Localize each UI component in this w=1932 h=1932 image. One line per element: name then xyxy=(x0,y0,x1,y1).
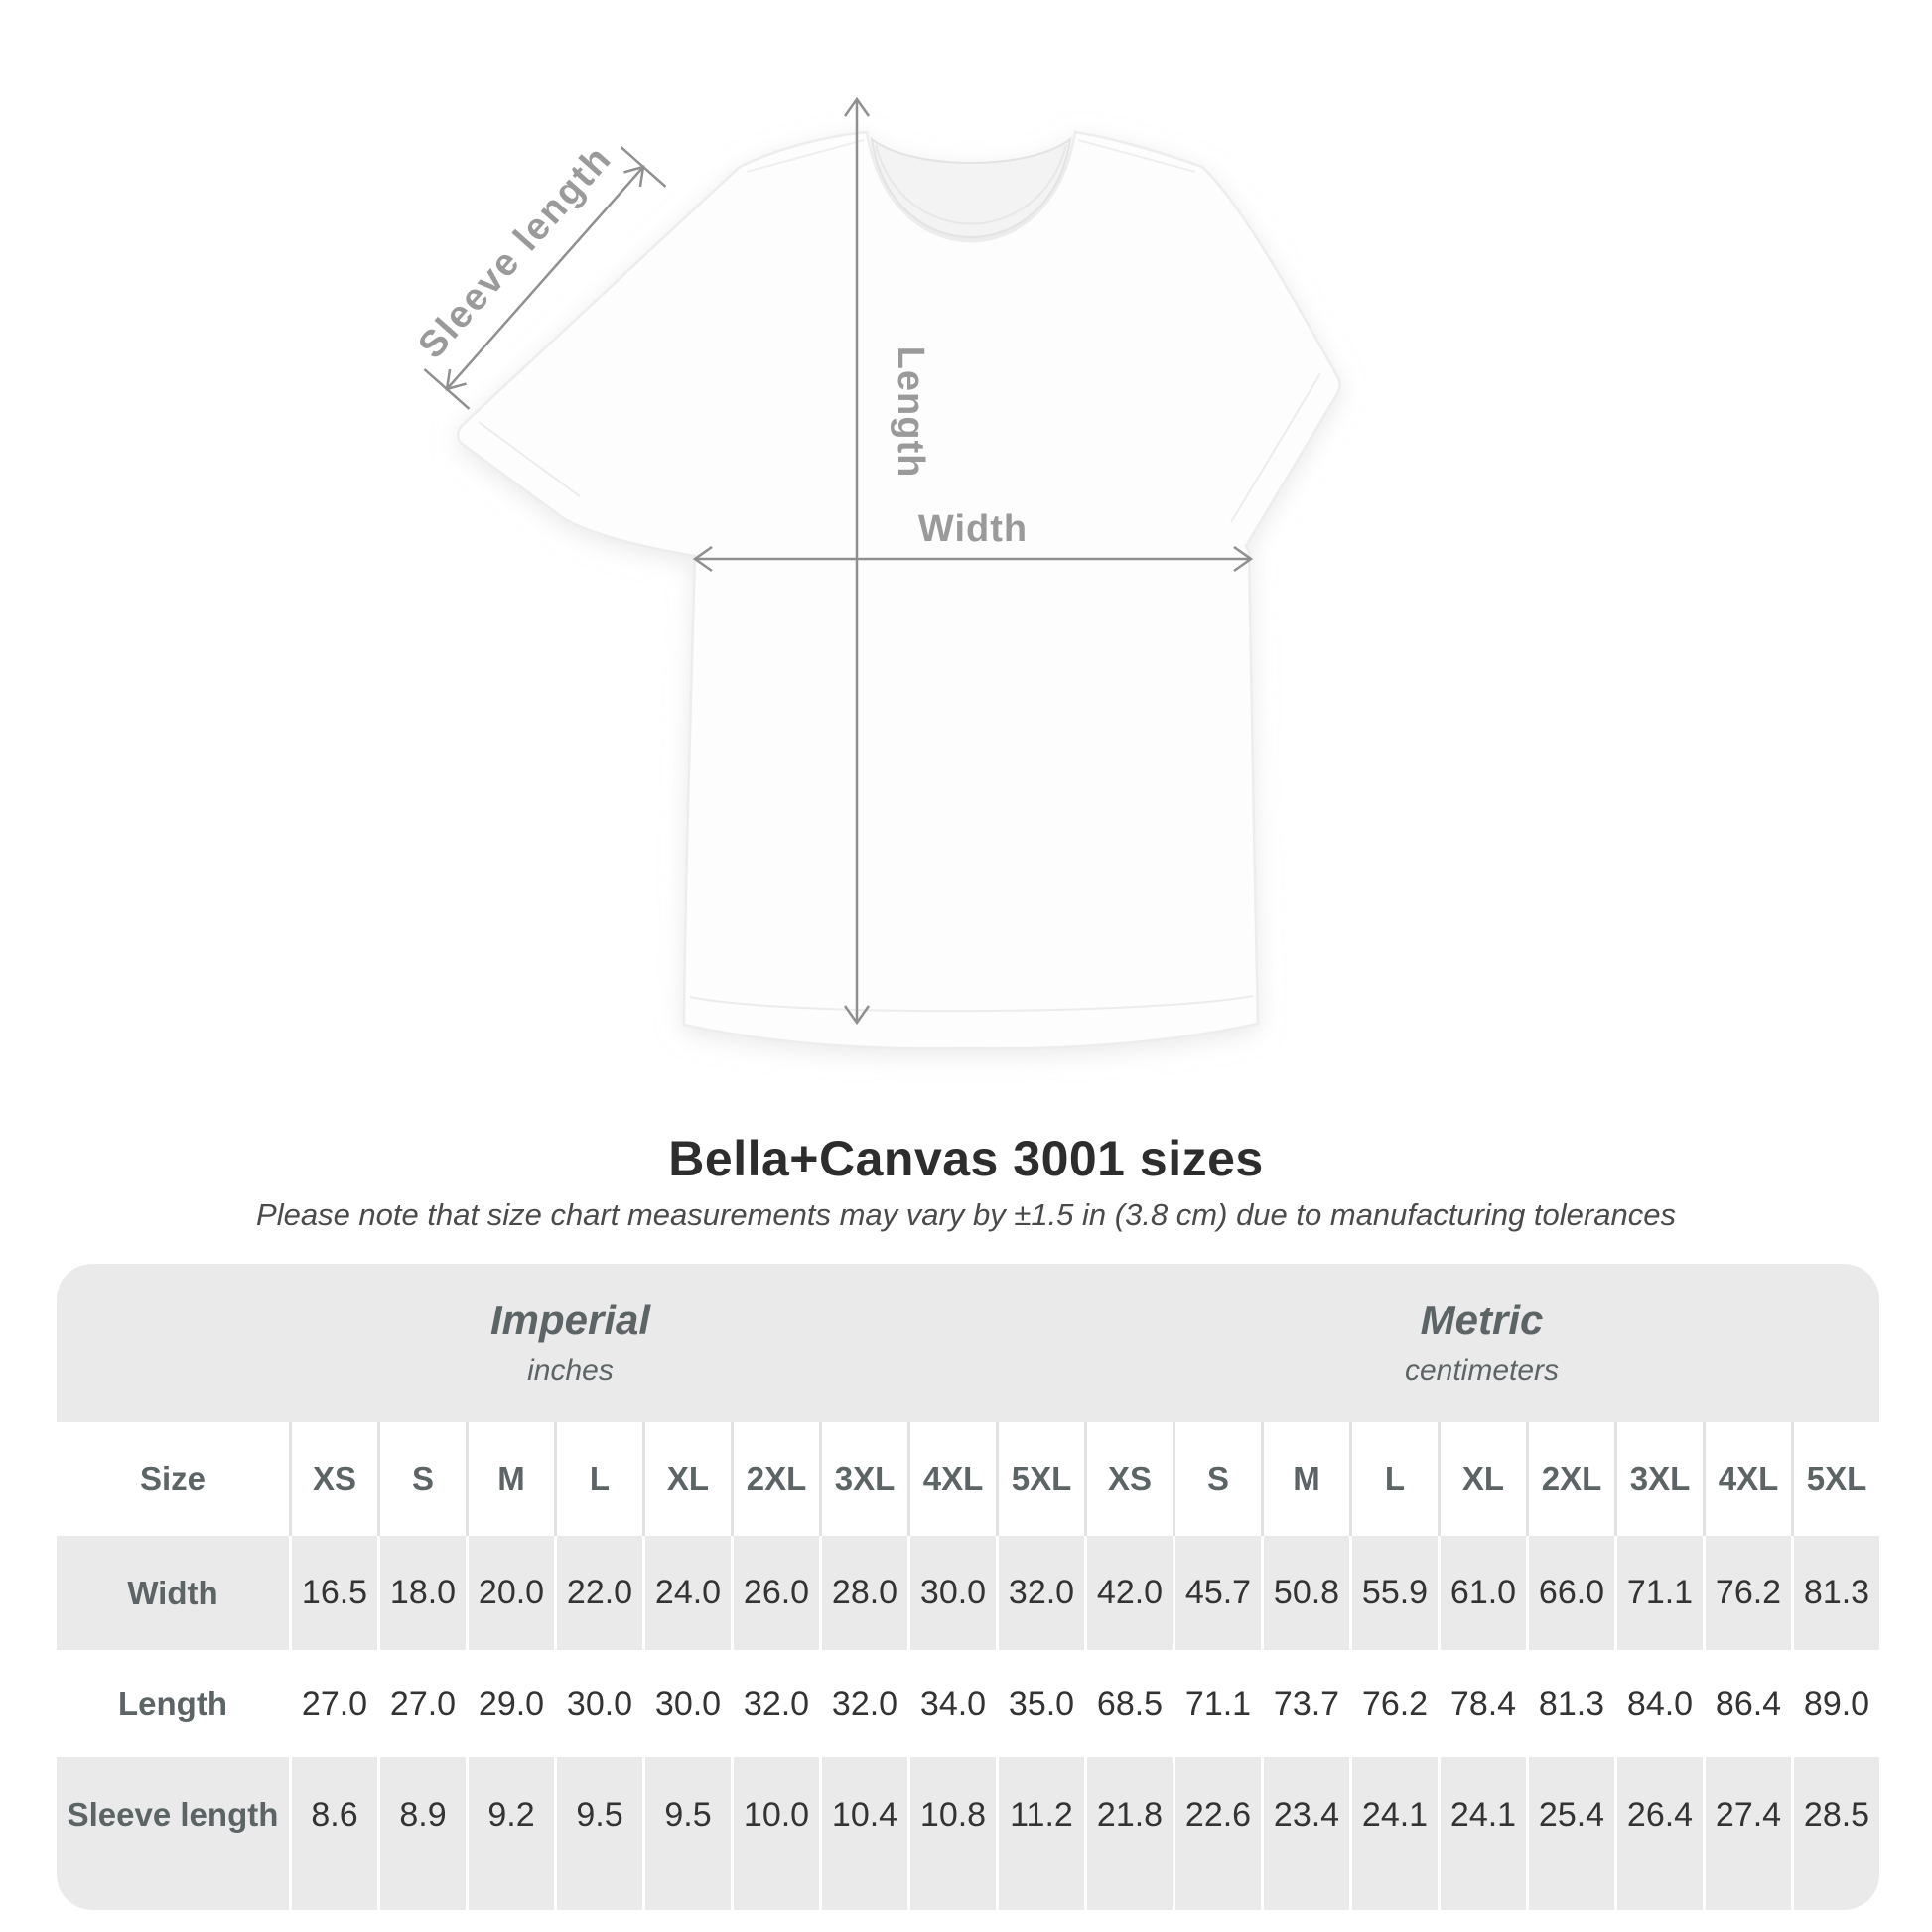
table-cell: 10.8 xyxy=(907,1757,996,1910)
table-cell: 9.2 xyxy=(466,1757,554,1910)
table-cell: 76.2 xyxy=(1349,1650,1438,1757)
page-title: Bella+Canvas 3001 sizes xyxy=(668,1131,1264,1186)
table-cell: 30.0 xyxy=(907,1536,996,1650)
table-cell: 50.8 xyxy=(1261,1536,1349,1650)
table-cell: 30.0 xyxy=(642,1650,731,1757)
column-header: L xyxy=(1349,1422,1438,1536)
table-cell: 81.3 xyxy=(1526,1650,1614,1757)
row-label: Sleeve length xyxy=(57,1757,289,1910)
imperial-group-unit: inches xyxy=(527,1354,614,1387)
table-cell: 30.0 xyxy=(554,1650,642,1757)
column-header: 4XL xyxy=(1703,1422,1791,1536)
table-cell: 76.2 xyxy=(1703,1536,1791,1650)
table-cell: 8.6 xyxy=(289,1757,377,1910)
page-subtitle: Please note that size chart measurements may vary by ±1.5 in (3.8 cm) due to manufacturing tolerances xyxy=(256,1197,1676,1232)
unit-group-header-row xyxy=(57,1264,1879,1422)
table-cell: 42.0 xyxy=(1084,1536,1173,1650)
table-cell: 71.1 xyxy=(1614,1536,1703,1650)
column-header: 3XL xyxy=(819,1422,907,1536)
table-cell: 26.0 xyxy=(731,1536,819,1650)
size-column-header: Size xyxy=(57,1422,289,1536)
column-header: 2XL xyxy=(731,1422,819,1536)
sleeve-length-label: Sleeve length xyxy=(410,137,621,367)
table-cell: 24.0 xyxy=(642,1536,731,1650)
column-header: L xyxy=(554,1422,642,1536)
column-header: M xyxy=(466,1422,554,1536)
length-label: Length xyxy=(890,345,931,479)
metric-group-header xyxy=(1084,1264,1879,1422)
table-cell: 61.0 xyxy=(1438,1536,1526,1650)
table-cell: 22.0 xyxy=(554,1536,642,1650)
table-cell: 28.5 xyxy=(1791,1757,1879,1910)
table-cell: 32.0 xyxy=(819,1650,907,1757)
table-cell: 27.4 xyxy=(1703,1757,1791,1910)
table-cell: 32.0 xyxy=(731,1650,819,1757)
table-cell: 10.4 xyxy=(819,1757,907,1910)
table-cell: 20.0 xyxy=(466,1536,554,1650)
table-cell: 27.0 xyxy=(377,1650,466,1757)
tshirt-shape xyxy=(458,132,1339,1048)
column-header: S xyxy=(377,1422,466,1536)
table-cell: 84.0 xyxy=(1614,1650,1703,1757)
table-cell: 32.0 xyxy=(996,1536,1084,1650)
column-header: 5XL xyxy=(996,1422,1084,1536)
size-grid xyxy=(57,1422,1879,1910)
width-label: Width xyxy=(917,508,1029,550)
table-cell: 34.0 xyxy=(907,1650,996,1757)
column-header: XS xyxy=(1084,1422,1173,1536)
column-header: S xyxy=(1173,1422,1261,1536)
table-cell: 35.0 xyxy=(996,1650,1084,1757)
column-header: XS xyxy=(289,1422,377,1536)
table-cell: 23.4 xyxy=(1261,1757,1349,1910)
table-cell: 73.7 xyxy=(1261,1650,1349,1757)
table-cell: 86.4 xyxy=(1703,1650,1791,1757)
table-cell: 29.0 xyxy=(466,1650,554,1757)
metric-group-name: Metric xyxy=(1420,1297,1544,1343)
table-cell: 71.1 xyxy=(1173,1650,1261,1757)
table-cell: 10.0 xyxy=(731,1757,819,1910)
table-cell: 27.0 xyxy=(289,1650,377,1757)
table-cell: 8.9 xyxy=(377,1757,466,1910)
table-cell: 81.3 xyxy=(1791,1536,1879,1650)
size-table xyxy=(57,1264,1879,1910)
table-cell: 18.0 xyxy=(377,1536,466,1650)
table-cell: 11.2 xyxy=(996,1757,1084,1910)
table-cell: 55.9 xyxy=(1349,1536,1438,1650)
table-cell: 78.4 xyxy=(1438,1650,1526,1757)
column-header: 4XL xyxy=(907,1422,996,1536)
column-header: M xyxy=(1261,1422,1349,1536)
table-cell: 9.5 xyxy=(642,1757,731,1910)
row-label: Length xyxy=(57,1650,289,1757)
column-header: XL xyxy=(642,1422,731,1536)
row-label: Width xyxy=(57,1536,289,1650)
table-cell: 9.5 xyxy=(554,1757,642,1910)
table-cell: 16.5 xyxy=(289,1536,377,1650)
column-header: 3XL xyxy=(1614,1422,1703,1536)
imperial-group-name: Imperial xyxy=(489,1297,651,1343)
table-cell: 89.0 xyxy=(1791,1650,1879,1757)
table-cell: 68.5 xyxy=(1084,1650,1173,1757)
table-cell: 22.6 xyxy=(1173,1757,1261,1910)
table-cell: 24.1 xyxy=(1438,1757,1526,1910)
column-header: XL xyxy=(1438,1422,1526,1536)
metric-group-unit: centimeters xyxy=(1404,1354,1560,1387)
table-cell: 45.7 xyxy=(1173,1536,1261,1650)
column-header: 2XL xyxy=(1526,1422,1614,1536)
table-cell: 66.0 xyxy=(1526,1536,1614,1650)
column-header: 5XL xyxy=(1791,1422,1879,1536)
imperial-group-header xyxy=(57,1264,1084,1422)
table-cell: 28.0 xyxy=(819,1536,907,1650)
table-cell: 24.1 xyxy=(1349,1757,1438,1910)
table-cell: 21.8 xyxy=(1084,1757,1173,1910)
table-cell: 25.4 xyxy=(1526,1757,1614,1910)
table-cell: 26.4 xyxy=(1614,1757,1703,1910)
